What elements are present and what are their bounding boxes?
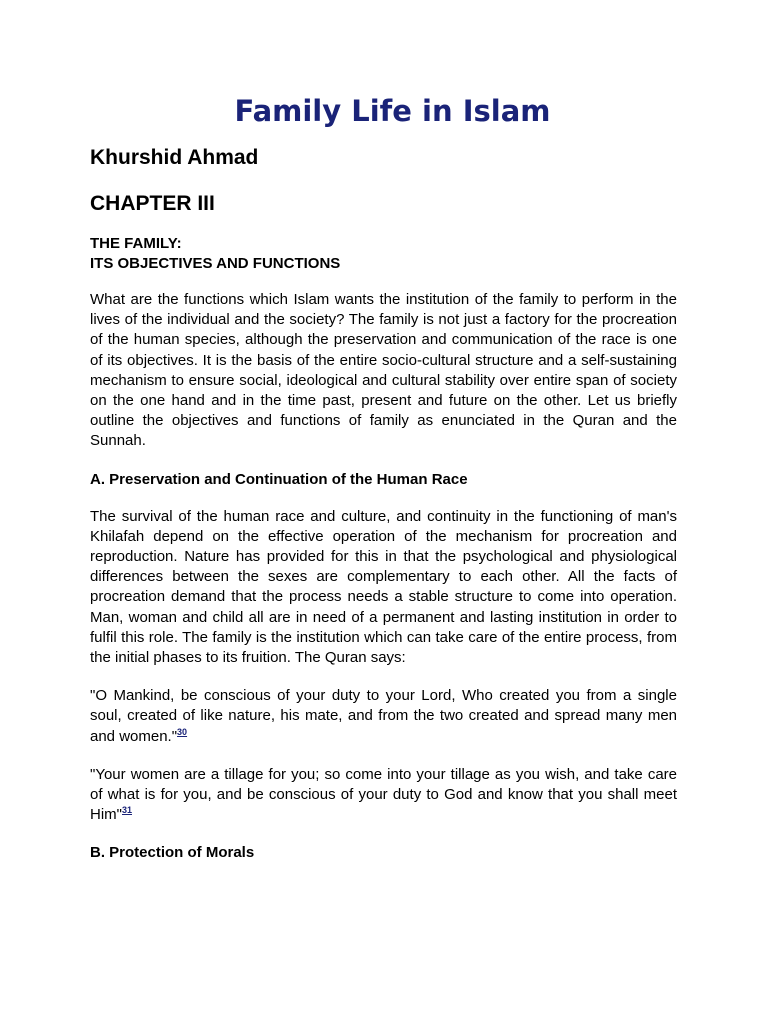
- footnote-link-30[interactable]: 30: [177, 726, 188, 737]
- quote-2-text: "Your women are a tillage for you; so come into your tillage as you wish, and take care of what is for you, and be conscious of your duty to God and know that you shall meet Him": [90, 765, 677, 824]
- section-heading-line-1: THE FAMILY:: [90, 235, 182, 252]
- footnote-link-31[interactable]: 31: [122, 805, 133, 816]
- paragraph-a: The survival of the human race and culture, and continuity in the functioning of man's Khilafah depend on the effective operation of the mechanism for procreation and reproduction. Nature has provided for this in that the psychological and physiological differences between the sexes are complementary to each other. All the facts of procreation demand that the process needs a stable structure to come into operation. Man, woman and child all are in need of a permanent and lasting institution in order to fulfil this role. The family is the institution which can take care of the entire process, from the initial phases to its fruition. The Quran says:: [90, 507, 677, 667]
- document-page: [90, 92, 677, 880]
- quote-1-text: "O Mankind, be conscious of your duty to your Lord, Who created you from a single soul, created of like nature, his mate, and from the two created and spread many men and women.": [90, 687, 677, 745]
- intro-paragraph: What are the functions which Islam wants the institution of the family to perform in the lives of the individual and the society? The family is not just a factory for the procreation of the human species, although the preservation and communication of the race is one of its objectives. It is the basis of the entire socio-cultural structure and a self-sustaining mechanism to ensure social, ideological and cultural stability over entire span of society on the one hand and in the time past, present and future on the other. Let us briefly outline the objectives and functions of family as enunciated in the Quran and the Sunnah.: [90, 291, 677, 450]
- subheading-b: B. Protection of Morals: [90, 844, 255, 862]
- document-title: Family Life in Islam: [234, 94, 551, 128]
- quote-1: [90, 686, 677, 747]
- chapter-heading: CHAPTER III: [90, 192, 215, 215]
- subheading-a: A. Preservation and Continuation of the Human Race: [90, 470, 468, 488]
- author-name: Khurshid Ahmad: [90, 146, 259, 169]
- section-heading: [90, 234, 677, 274]
- section-heading-line-2: ITS OBJECTIVES AND FUNCTIONS: [90, 255, 341, 272]
- quote-2: [90, 765, 677, 826]
